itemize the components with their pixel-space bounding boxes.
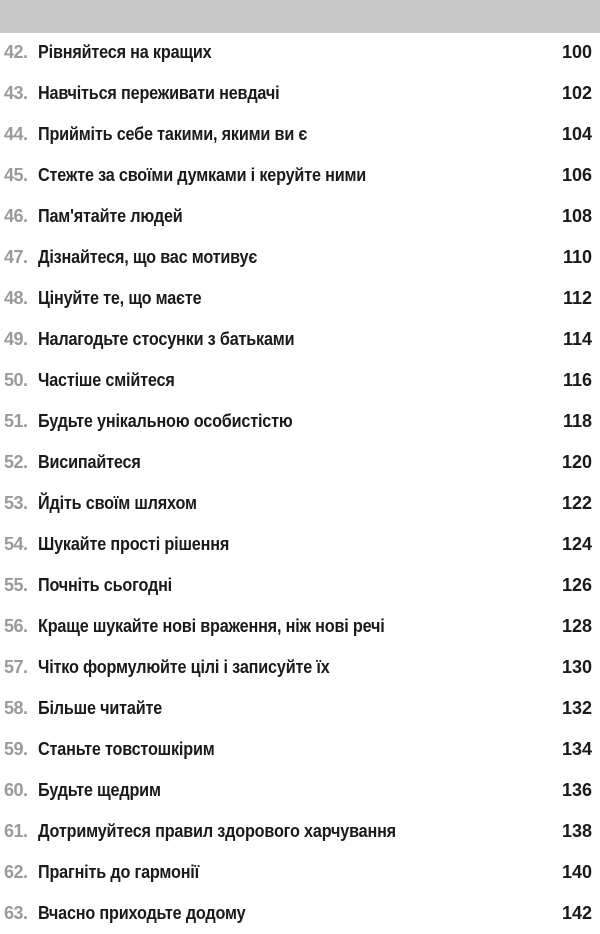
toc-entry-page: 130 [561,657,592,677]
toc-entry-page: 102 [561,83,592,103]
toc-entry-page: 132 [561,698,592,718]
toc-entry-title: Цінуйте те, що маєте [38,288,202,308]
toc-entry-number: 44. [4,124,28,144]
toc-entry[interactable] [0,401,600,442]
toc-entry-page: 142 [561,903,592,923]
toc-entry[interactable] [0,196,600,237]
toc-entry[interactable] [0,565,600,606]
toc-entry-title: Висипайтеся [38,452,141,472]
toc-entry-number: 49. [4,329,28,349]
toc-entry-number: 61. [4,821,28,841]
toc-entry[interactable] [0,32,600,73]
toc-entry-page: 126 [561,575,592,595]
toc-entry[interactable] [0,278,600,319]
toc-entry-number: 42. [4,42,28,62]
toc-entry-number: 52. [4,452,28,472]
toc-entry-page: 134 [561,739,592,759]
toc-entry-page: 108 [561,206,592,226]
toc-entry-title: Краще шукайте нові враження, ніж нові речі [38,616,385,636]
toc-entry-title: Йдіть своїм шляхом [38,493,197,513]
toc-entry-title: Навчіться переживати невдачі [38,83,280,103]
toc-entry-title: Більше читайте [38,698,163,718]
toc-entry-page: 100 [561,42,592,62]
toc-entry-number: 54. [4,534,28,554]
toc-entry-page: 116 [562,370,592,390]
toc-entry[interactable] [0,483,600,524]
toc-entry-number: 48. [4,288,28,308]
toc-entry[interactable] [0,155,600,196]
toc-entry[interactable] [0,442,600,483]
toc-entry-title: Рівняйтеся на кращих [38,42,212,62]
toc-entry-page: 138 [561,821,592,841]
toc-entry-number: 62. [4,862,28,882]
toc-entry-title: Налагодьте стосунки з батьками [38,329,295,349]
toc-entry-page: 128 [561,616,592,636]
toc-entry-title: Прагніть до гармонії [38,862,200,882]
toc-entry-number: 53. [4,493,28,513]
toc-entry-page: 112 [562,288,592,308]
toc-entry-page: 104 [561,124,592,144]
toc-entry[interactable] [0,360,600,401]
toc-entry-title: Пам'ятайте людей [38,206,183,226]
toc-entry-title: Дізнайтеся, що вас мотивує [38,247,258,267]
toc-entry-title: Станьте товстошкірим [38,739,215,759]
toc-entry-number: 58. [4,698,28,718]
toc-entry[interactable] [0,114,600,155]
toc-entry-title: Стежте за своїми думками і керуйте ними [38,165,367,185]
toc-entry[interactable] [0,893,600,934]
toc-entry-number: 57. [4,657,28,677]
toc-entry-number: 60. [4,780,28,800]
toc-entry-number: 59. [4,739,28,759]
toc-entry-title: Прийміть себе такими, якими ви є [38,124,308,144]
toc-entry[interactable] [0,237,600,278]
toc-entry[interactable] [0,688,600,729]
toc-entry-title: Вчасно приходьте додому [38,903,246,923]
toc-entry-number: 51. [4,411,28,431]
toc-entry-title: Почніть сьогодні [38,575,173,595]
toc-entry[interactable] [0,319,600,360]
toc-entry-page: 122 [561,493,592,513]
toc-entry-number: 45. [4,165,28,185]
toc-entry-title: Дотримуйтеся правил здорового харчування [38,821,396,841]
toc-entry-number: 55. [4,575,28,595]
toc-entry-title: Будьте щедрим [38,780,161,800]
toc-entry-number: 50. [4,370,28,390]
toc-entry-title: Частіше смійтеся [38,370,175,390]
toc-entry-title: Шукайте прості рішення [38,534,230,554]
toc-entry[interactable] [0,524,600,565]
table-of-contents [0,32,600,934]
toc-entry-page: 136 [561,780,592,800]
header-band [0,0,600,33]
toc-entry-title: Чітко формулюйте цілі і записуйте їх [38,657,330,677]
toc-entry-page: 106 [561,165,592,185]
toc-entry[interactable] [0,73,600,114]
toc-entry-title: Будьте унікальною особистістю [38,411,293,431]
toc-entry-number: 47. [4,247,28,267]
toc-entry[interactable] [0,606,600,647]
toc-entry-page: 120 [561,452,592,472]
toc-entry-page: 114 [562,329,592,349]
toc-entry-page: 118 [562,411,592,431]
toc-entry-number: 56. [4,616,28,636]
toc-entry[interactable] [0,811,600,852]
toc-entry[interactable] [0,770,600,811]
toc-entry-number: 46. [4,206,28,226]
toc-entry[interactable] [0,852,600,893]
toc-entry[interactable] [0,729,600,770]
toc-entry-number: 63. [4,903,28,923]
toc-entry-page: 124 [561,534,592,554]
toc-entry-page: 110 [562,247,592,267]
toc-entry[interactable] [0,647,600,688]
toc-entry-page: 140 [561,862,592,882]
toc-entry-number: 43. [4,83,28,103]
